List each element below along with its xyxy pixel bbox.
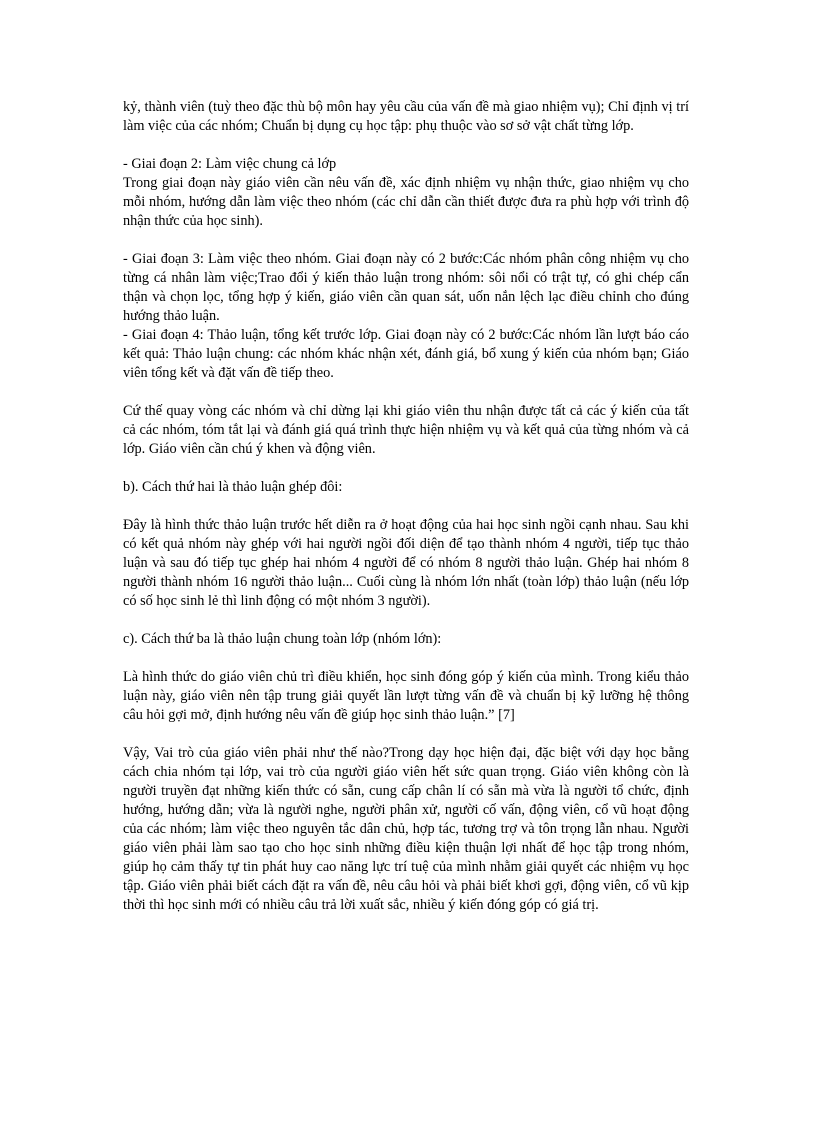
- paragraph-teacher-role: Vậy, Vai trò của giáo viên phải như thế nào?Trong dạy học hiện đại, đặc biệt với dạy học bằng cách chia nhóm tại lớp, vai trò của người giáo viên hết sức quan trọng. Giáo viên không còn là người truyền đạt những kiến thức có sẵn, cung cấp chân lí có sẵn mà vừa là người tổ chức, định hướng, hướng dẫn; vừa là người nghe, người phân xử, người cố vấn, động viên, cổ vũ hoạt động của các nhóm; làm việc theo nguyên tắc dân chủ, hợp tác, tương trợ và tôn trọng lẫn nhau. Người giáo viên phải làm sao tạo cho học sinh những điều kiện thuận lợi nhất để học tập trong nhóm, giúp họ cảm thấy tự tin phát huy cao năng lực trí tuệ của mình nhằm giải quyết các nhiệm vụ học tập. Giáo viên phải biết cách đặt ra vấn đề, nêu câu hỏi và phải biết khơi gợi, động viên, cổ vũ kịp thời thì học sinh mới có nhiều câu trả lời xuất sắc, nhiều ý kiến đóng góp có giá trị.: [123, 745, 689, 913]
- paragraph-class-discussion: Là hình thức do giáo viên chủ trì điều khiển, học sinh đóng góp ý kiến của mình. Trong kiểu thảo luận này, giáo viên nên tập trung giải quyết lần lượt từng vấn đề và chuẩn bị kỹ lưỡng hệ thông câu hỏi gợi mở, định hướng nêu vấn đề giúp học sinh thảo luận.” [7]: [123, 669, 689, 723]
- paragraph-intro: kỷ, thành viên (tuỳ theo đặc thù bộ môn hay yêu cầu của vấn đề mà giao nhiệm vụ); Chỉ định vị trí làm việc của các nhóm; Chuẩn bị dụng cụ học tập: phụ thuộc vào sơ sở vật chất từng lớp.: [123, 99, 689, 134]
- heading-class-discussion: c). Cách thứ ba là thảo luận chung toàn lớp (nhóm lớn):: [123, 631, 442, 647]
- paragraph-rotation: Cứ thế quay vòng các nhóm và chỉ dừng lại khi giáo viên thu nhận được tất cả các ý kiến của tất cả các nhóm, tóm tắt lại và đánh giá quá trình thực hiện nhiệm vụ và kết quả của từng nhóm và cả lớp. Giáo viên cần chú ý khen và động viên.: [123, 403, 689, 457]
- document-page: [123, 98, 689, 934]
- paragraph-stage-3: - Giai đoạn 3: Làm việc theo nhóm. Giai đoạn này có 2 bước:Các nhóm phân công nhiệm vụ cho từng cá nhân làm việc;Trao đổi ý kiến thảo luận trong nhóm: sôi nổi có trật tự, có ghi chép cẩn thận và chọn lọc, tổng hợp ý kiến, giáo viên cần quan sát, uốn nắn lệch lạc điều chỉnh cho đúng hướng thảo luận.: [123, 251, 689, 324]
- paragraph-pair-discussion: Đây là hình thức thảo luận trước hết diễn ra ở hoạt động của hai học sinh ngồi cạnh nhau. Sau khi có kết quả nhóm này ghép với hai người ngồi đối diện để tạo thành nhóm 4 người, tiếp tục thảo luận và sau đó tiếp tục ghép hai nhóm 4 người để có nhóm 8 người thảo luận. Ghép hai nhóm 8 người thành nhóm 16 người thảo luận... Cuối cùng là nhóm lớn nhất (toàn lớp) thảo luận (nếu lớp có số học sinh lẻ thì linh động có một nhóm 3 người).: [123, 517, 689, 609]
- paragraph-stage-2: - Giai đoạn 2: Làm việc chung cả lớp Trong giai đoạn này giáo viên cần nêu vấn đề, xác định nhiệm vụ nhận thức, giao nhiệm vụ cho mỗi nhóm, hướng dẫn làm việc theo nhóm (các chỉ dẫn cần thiết được đưa ra phù hợp với trình độ nhận thức của học sinh).: [123, 156, 689, 229]
- heading-pair-discussion: b). Cách thứ hai là thảo luận ghép đôi:: [123, 479, 343, 495]
- paragraph-stage-4: - Giai đoạn 4: Thảo luận, tổng kết trước lớp. Giai đoạn này có 2 bước:Các nhóm lần lượt báo cáo kết quả: Thảo luận chung: các nhóm khác nhận xét, đánh giá, bổ xung ý kiến của nhóm bạn; Giáo viên tổng kết và đặt vấn đề tiếp theo.: [123, 327, 689, 381]
